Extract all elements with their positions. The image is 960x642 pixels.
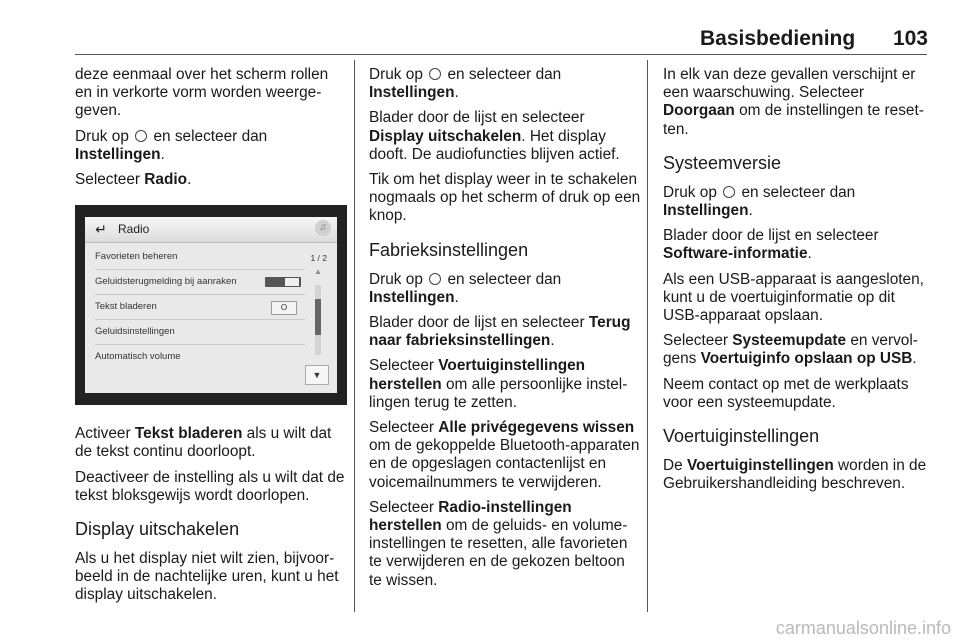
paragraph [75,425,347,461]
watermark: carmanualsonline.info [775,618,951,638]
text: In elk van deze gevallen verschijnt er een waarschuwing. Selecteer [663,66,916,102]
paragraph: Als een USB-apparaat is aangesloten, kunt u de voertuiginformatie op dit USB-apparaat opslaan. [663,270,924,325]
text: om de geluids- en volume-instellingen te resetten, alle favorieten te verwijderen en de gekozen beltoon te wissen. [369,517,628,589]
text: en selecteer dan [443,270,562,288]
bold-term: Voertuiginfo opslaan op USB [700,350,913,368]
text: Blader door de lijst en selecteer [369,314,589,332]
scroll-up-icon: ▲ [314,267,322,277]
text: Blader door de lijst en selecteer [369,109,585,127]
screen-page-indicator: 1 / 2 [310,253,327,264]
text: Druk op [75,127,134,145]
gear-icon [723,186,735,198]
text: als u wilt dat de tekst continu doorloopt. [75,425,332,461]
paragraph: deze eenmaal over het scherm rollen en in verkorte vorm worden weergegeven. [75,66,329,120]
page-number: 103 [892,27,928,50]
paragraph: Deactiveer de instelling als u wilt dat de tekst bloksgewijs wordt doorlopen. [75,468,345,504]
text: . [160,145,165,163]
toggle-indicator [265,277,301,287]
bold-term: Voertuiginstellingen herstellen [369,357,586,393]
back-arrow-icon: ↵ [95,221,107,238]
paragraph [75,171,347,189]
text: worden in de Gebruikershandleiding beschreven. [663,457,927,493]
screen-scrollbar [315,285,321,355]
paragraph [663,332,935,368]
text: om de gekoppelde Bluetooth-apparaten en de opgeslagen contactenlijst en voicemailnummers te verwijderen. [369,437,640,491]
screen-menu-item: Favorieten beheren [95,245,305,270]
paragraph [75,128,347,164]
text: Blader door de lijst en selecteer [663,227,879,245]
gear-icon [429,68,441,80]
text: en selecteer dan [737,183,856,201]
text: en selecteer dan [149,127,268,145]
text: Selecteer [663,332,733,350]
screen-menu-item [95,295,305,320]
column-divider-1 [354,60,355,612]
text: Druk op [369,66,428,83]
text: Tekst bladeren [95,301,157,313]
text: Selecteer [369,357,439,375]
paragraph: Als u het display niet wilt zien, bijvoorbeeld in de nachtelijke uren, kunt u het display uitschakelen. [75,550,339,604]
paragraph [663,184,935,220]
text: Druk op [663,183,722,201]
text: . Het display dooft. De audiofuncties blijven actief. [369,127,620,163]
screen-header [85,217,337,243]
bold-term: Radio-instellingen herstellen [369,498,572,535]
header-rule [75,54,927,55]
text: Selecteer [75,171,145,189]
section-heading: Display uitschakelen [75,519,240,540]
scroll-down-icon: ▼ [305,365,329,385]
gear-icon [135,130,147,142]
screen-menu-item: Geluidsinstellingen [95,320,305,345]
bold-term: Systeemupdate [732,332,847,350]
text: Selecteer [369,498,439,516]
screen-menu-item [95,270,305,295]
paragraph [663,227,935,263]
text: Druk op [369,270,428,288]
text: . [454,84,459,102]
bold-term: Doorgaan [663,102,735,120]
text: De [663,457,687,475]
text: Selecteer [369,419,439,437]
paragraph [369,357,641,412]
text: en selecteer dan [443,66,562,83]
text: . [807,245,812,263]
paragraph [369,419,641,492]
column-2 [369,66,641,597]
bold-term: Tekst bladeren [134,425,243,443]
text: . [187,171,192,189]
text: en vervolgens [663,332,918,368]
column-divider-2 [647,60,648,612]
bold-term: Voertuiginstellingen [686,457,834,475]
running-header-title: Basisbediening [700,27,856,50]
bold-term: Display uitschakelen [369,127,522,145]
paragraph [663,66,935,139]
radio-screenshot [75,205,347,405]
bold-term: Instellingen [663,202,749,220]
column-3 [663,66,935,500]
text: . [454,288,459,306]
paragraph [369,109,641,164]
toggle-off-indicator: O [271,301,297,315]
section-heading: Systeemversie [663,152,782,173]
text: om alle persoonlijke instellingen terug te zetten. [369,375,628,411]
bold-term: Software-informatie [663,245,808,263]
bold-term: Terug naar fabrieksinstellingen [369,314,631,350]
music-note-icon: ♫ [315,220,331,236]
bold-term: Alle privégegevens wissen [438,419,635,437]
screen-menu-item: Automatisch volume [95,351,181,363]
bold-term: Instellingen [369,288,455,306]
text: . [912,350,917,368]
paragraph [663,457,935,493]
bold-term: Radio [144,171,188,189]
text: om de instellingen te resetten. [663,102,924,138]
paragraph [369,271,641,307]
screen-display [85,217,337,393]
gear-icon [429,273,441,285]
bold-term: Instellingen [75,145,161,163]
text: . [550,332,555,350]
paragraph: Tik om het display weer in te schakelen nogmaals op het scherm of druk op een knop. [369,171,641,225]
section-heading: Fabrieksinstellingen [369,239,529,260]
screen-title: Radio [118,222,150,237]
column-1 [75,66,347,612]
bold-term: Instellingen [369,84,455,102]
text: . [748,202,753,220]
paragraph [369,499,641,590]
text: Activeer [75,425,135,443]
paragraph [369,66,641,102]
text: Geluidsterugmelding bij aanraken [95,276,237,288]
section-heading: Voertuiginstellingen [663,426,820,447]
paragraph: Neem contact op met de werkplaats voor een systeemupdate. [663,375,909,411]
scrollbar-thumb [315,299,321,335]
paragraph [369,314,641,350]
